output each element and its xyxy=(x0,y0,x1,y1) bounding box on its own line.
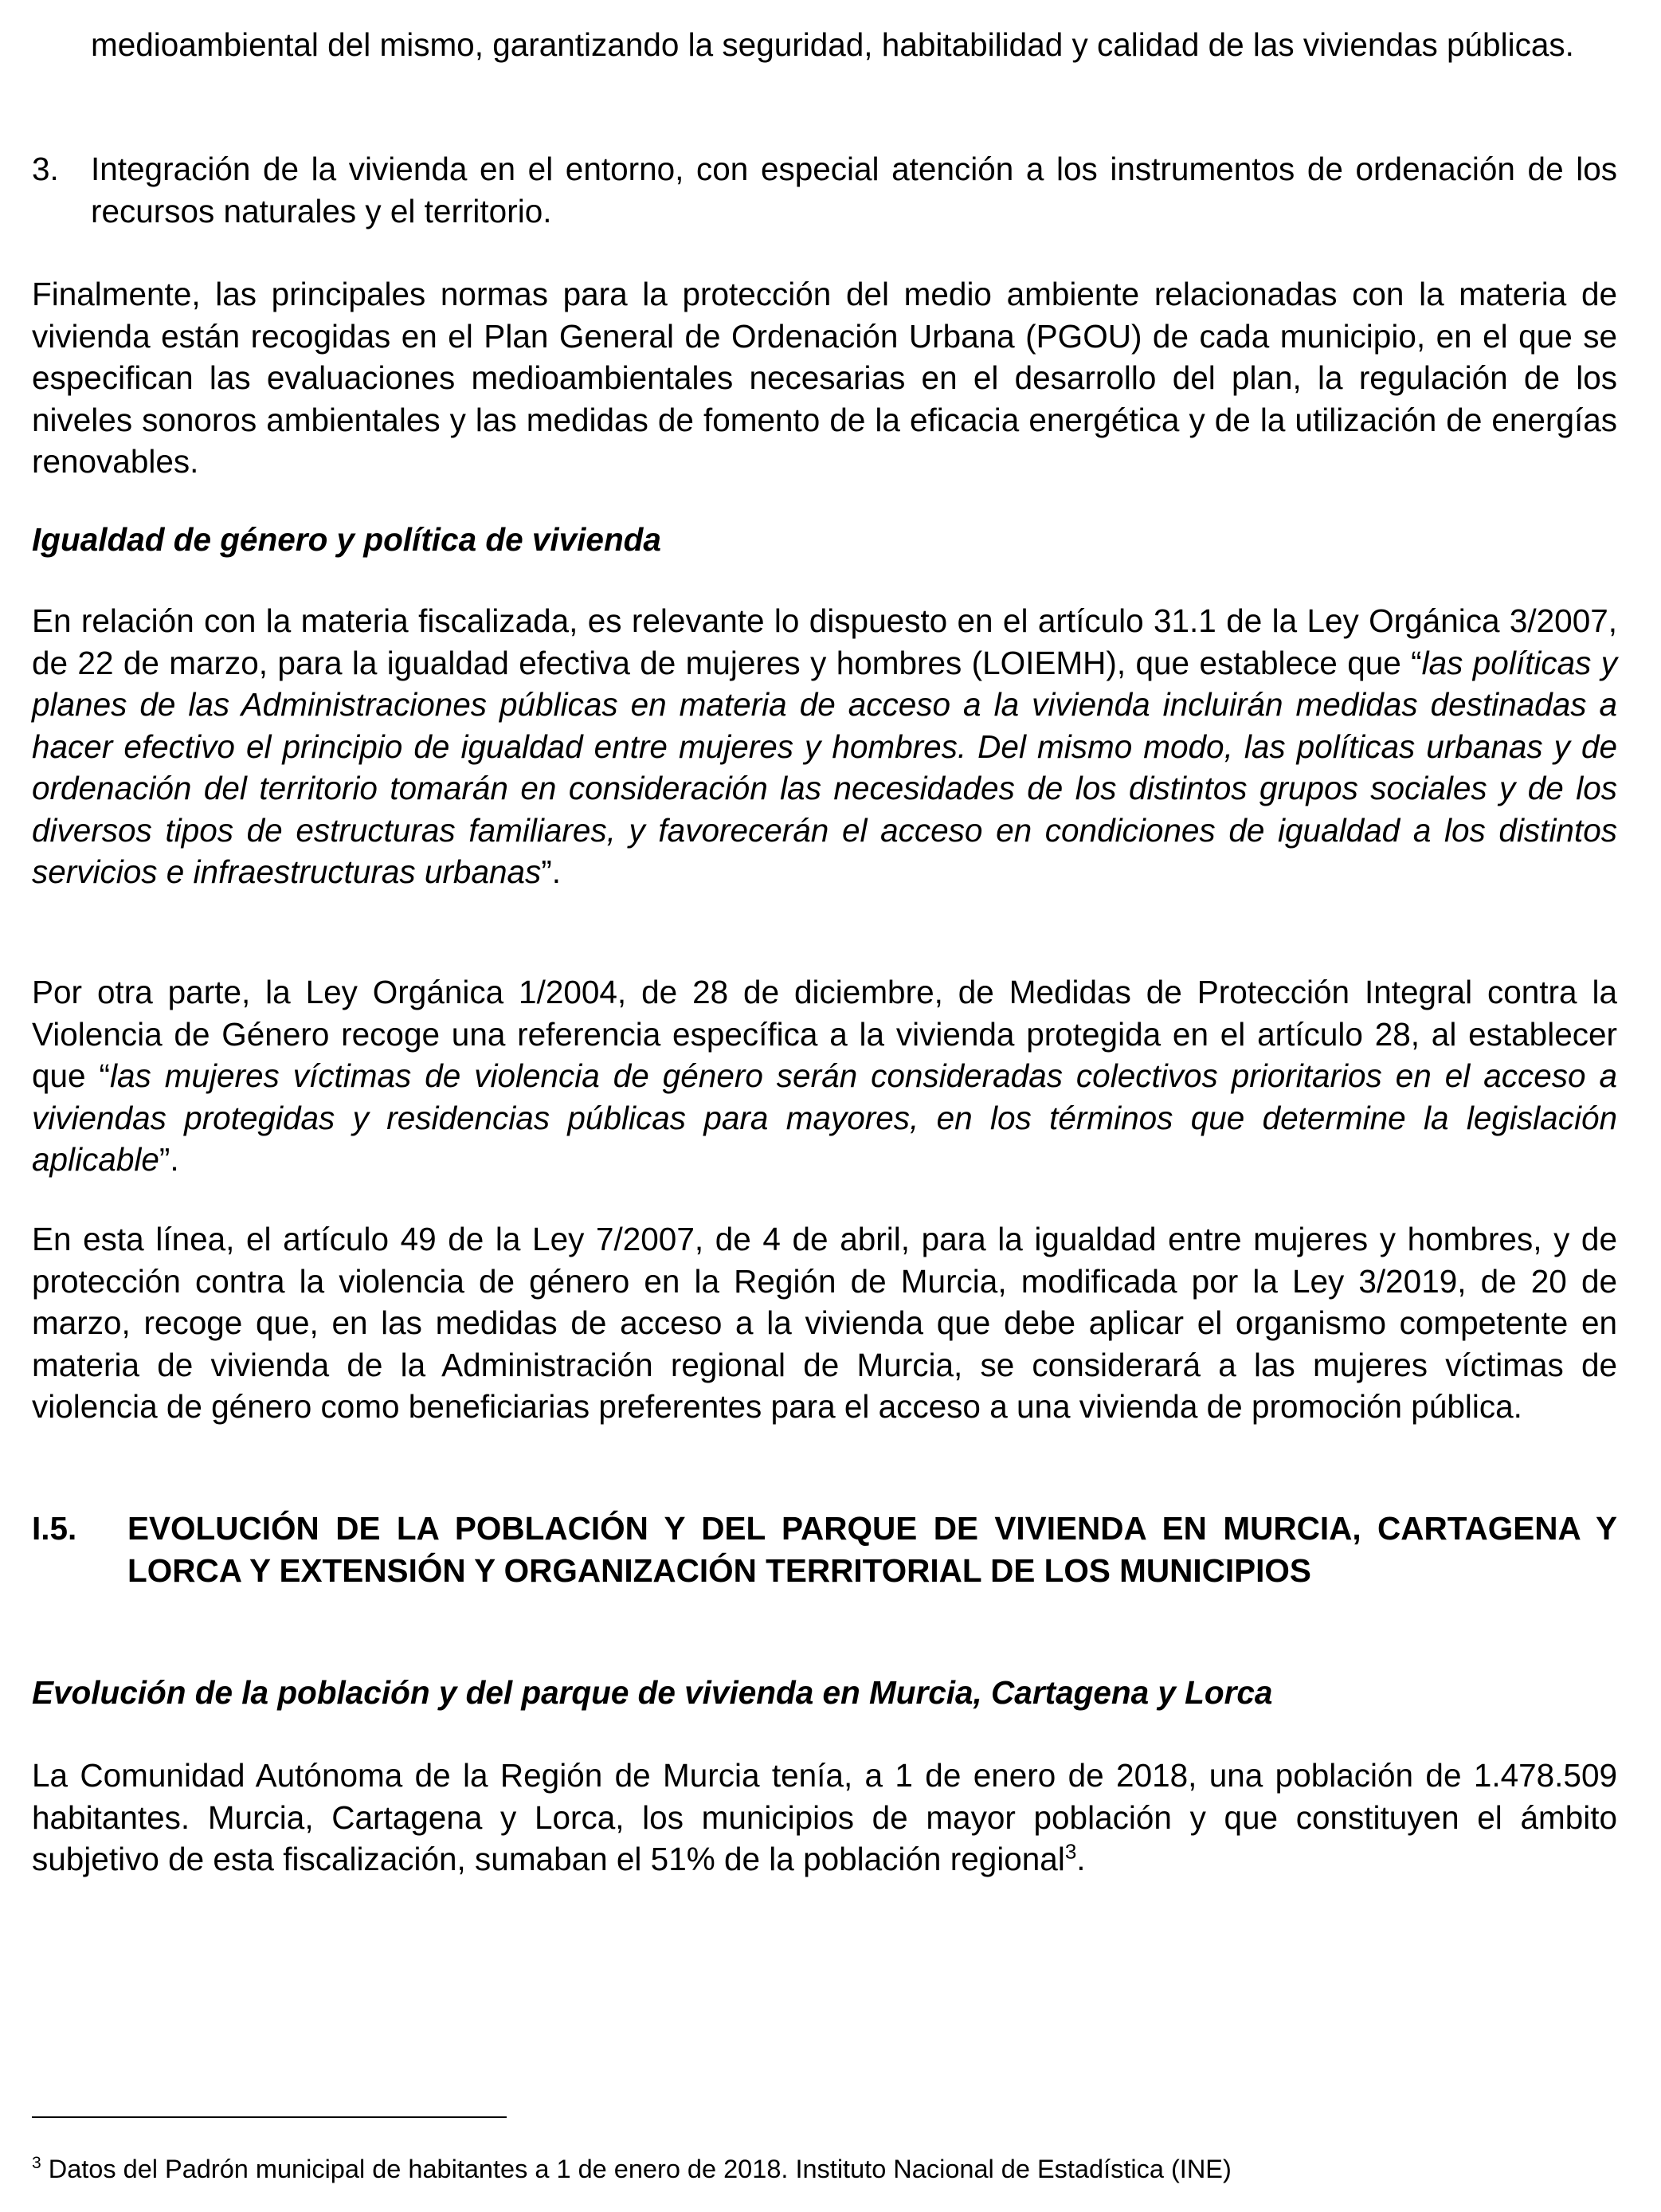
footnote-separator xyxy=(32,2116,507,2118)
paragraph-ley-7-2007: En esta línea, el artículo 49 de la Ley 7/2007, de 4 de abril, para la igualdad entre mujeres y hombres, y de protección contra la violencia de género en la Región de Murcia, modificada por la Ley 3/2019, de 20 de marzo, recoge que, en las medidas de acceso a la vivienda que debe aplicar el organismo competente en materia de vivienda de la Administración regional de Murcia, se considerará a las mujeres víctimas de violencia de género como beneficiarias preferentes para el acceso a una vivienda de promoción pública. xyxy=(32,1221,1617,1425)
section-heading-i5 xyxy=(32,1508,1617,1591)
paragraph-loiemh-end: ”. xyxy=(541,853,562,890)
paragraph-population xyxy=(32,1755,1617,1881)
subheading-population-evolution: Evolución de la población y del parque de vivienda en Murcia, Cartagena y Lorca xyxy=(32,1674,1273,1711)
list-item-number: 3. xyxy=(32,151,59,187)
footnote-text: Datos del Padrón municipal de habitantes a 1 de enero de 2018. Instituto Nacional de Estadística (INE) xyxy=(41,2155,1232,2183)
paragraph-loiemh xyxy=(32,600,1617,893)
paragraph-lo-2004-quote: las mujeres víctimas de violencia de género serán consideradas colectivos prioritarios en el acceso a viviendas protegidas y residencias públicas para mayores, en los términos que determine la legislación aplicable xyxy=(32,1057,1617,1178)
footnote-3 xyxy=(32,2153,1617,2185)
paragraph-loiemh-intro: En relación con la materia fiscalizada, es relevante lo dispuesto en el artículo 31.1 de la Ley Orgánica 3/2007, de 22 de marzo, para la igualdad efectiva de mujeres y hombres (LOIEMH), que establece que “ xyxy=(32,602,1617,681)
paragraph-lo-2004-end: ”. xyxy=(159,1141,179,1178)
paragraph-population-text: La Comunidad Autónoma de la Región de Murcia tenía, a 1 de enero de 2018, una población de 1.478.509 habitantes. Murcia, Cartagena y Lorca, los municipios de mayor población y que constituyen el ámbito subjetivo de esta fiscalización, sumaban el 51% de la población regional xyxy=(32,1757,1617,1877)
section-title: EVOLUCIÓN DE LA POBLACIÓN Y DEL PARQUE DE VIVIENDA EN MURCIA, CARTAGENA Y LORCA Y EXTENSIÓN Y ORGANIZACIÓN TERRITORIAL DE LOS MUNICIPIOS xyxy=(127,1510,1617,1589)
footnote-reference: 3 xyxy=(1064,1839,1077,1864)
paragraph-loiemh-quote: las políticas y planes de las Administraciones públicas en materia de acceso a la vivienda incluirán medidas destinadas a hacer efectivo el principio de igualdad entre mujeres y hombres. Del mismo modo, las políticas urbanas y de ordenación del territorio tomarán en consideración las necesidades de los distintos grupos sociales y de los diversos tipos de estructuras familiares, y favorecerán el acceso en condiciones de igualdad a los distintos servicios e infraestructuras urbanas xyxy=(32,644,1617,890)
section-number: I.5. xyxy=(32,1510,77,1547)
list-item-3 xyxy=(32,148,1617,232)
paragraph-lo-2004 xyxy=(32,971,1617,1181)
list-item-text: Integración de la vivienda en el entorno, con especial atención a los instrumentos de ordenación de los recursos naturales y el territorio. xyxy=(91,151,1617,229)
paragraph-lo-2004-intro: Por otra parte, la Ley Orgánica 1/2004, de 28 de diciembre, de Medidas de Protección Integral contra la Violencia de Género recoge una referencia específica a la vivienda protegida en el artículo 28, al establecer que “ xyxy=(32,974,1617,1094)
footnote-number: 3 xyxy=(32,2154,41,2173)
list-item-continuation: medioambiental del mismo, garantizando la seguridad, habitabilidad y calidad de las viviendas públicas. xyxy=(91,26,1574,63)
subheading-gender-equality: Igualdad de género y política de vivienda xyxy=(32,521,661,558)
paragraph-population-end: . xyxy=(1076,1841,1086,1877)
paragraph-environment-norms: Finalmente, las principales normas para la protección del medio ambiente relacionadas con la materia de vivienda están recogidas en el Plan General de Ordenación Urbana (PGOU) de cada municipio, en el que se especifican las evaluaciones medioambientales necesarias en el desarrollo del plan, la regulación de los niveles sonoros ambientales y las medidas de fomento de la eficacia energética y de la utilización de energías renovables. xyxy=(32,276,1617,480)
